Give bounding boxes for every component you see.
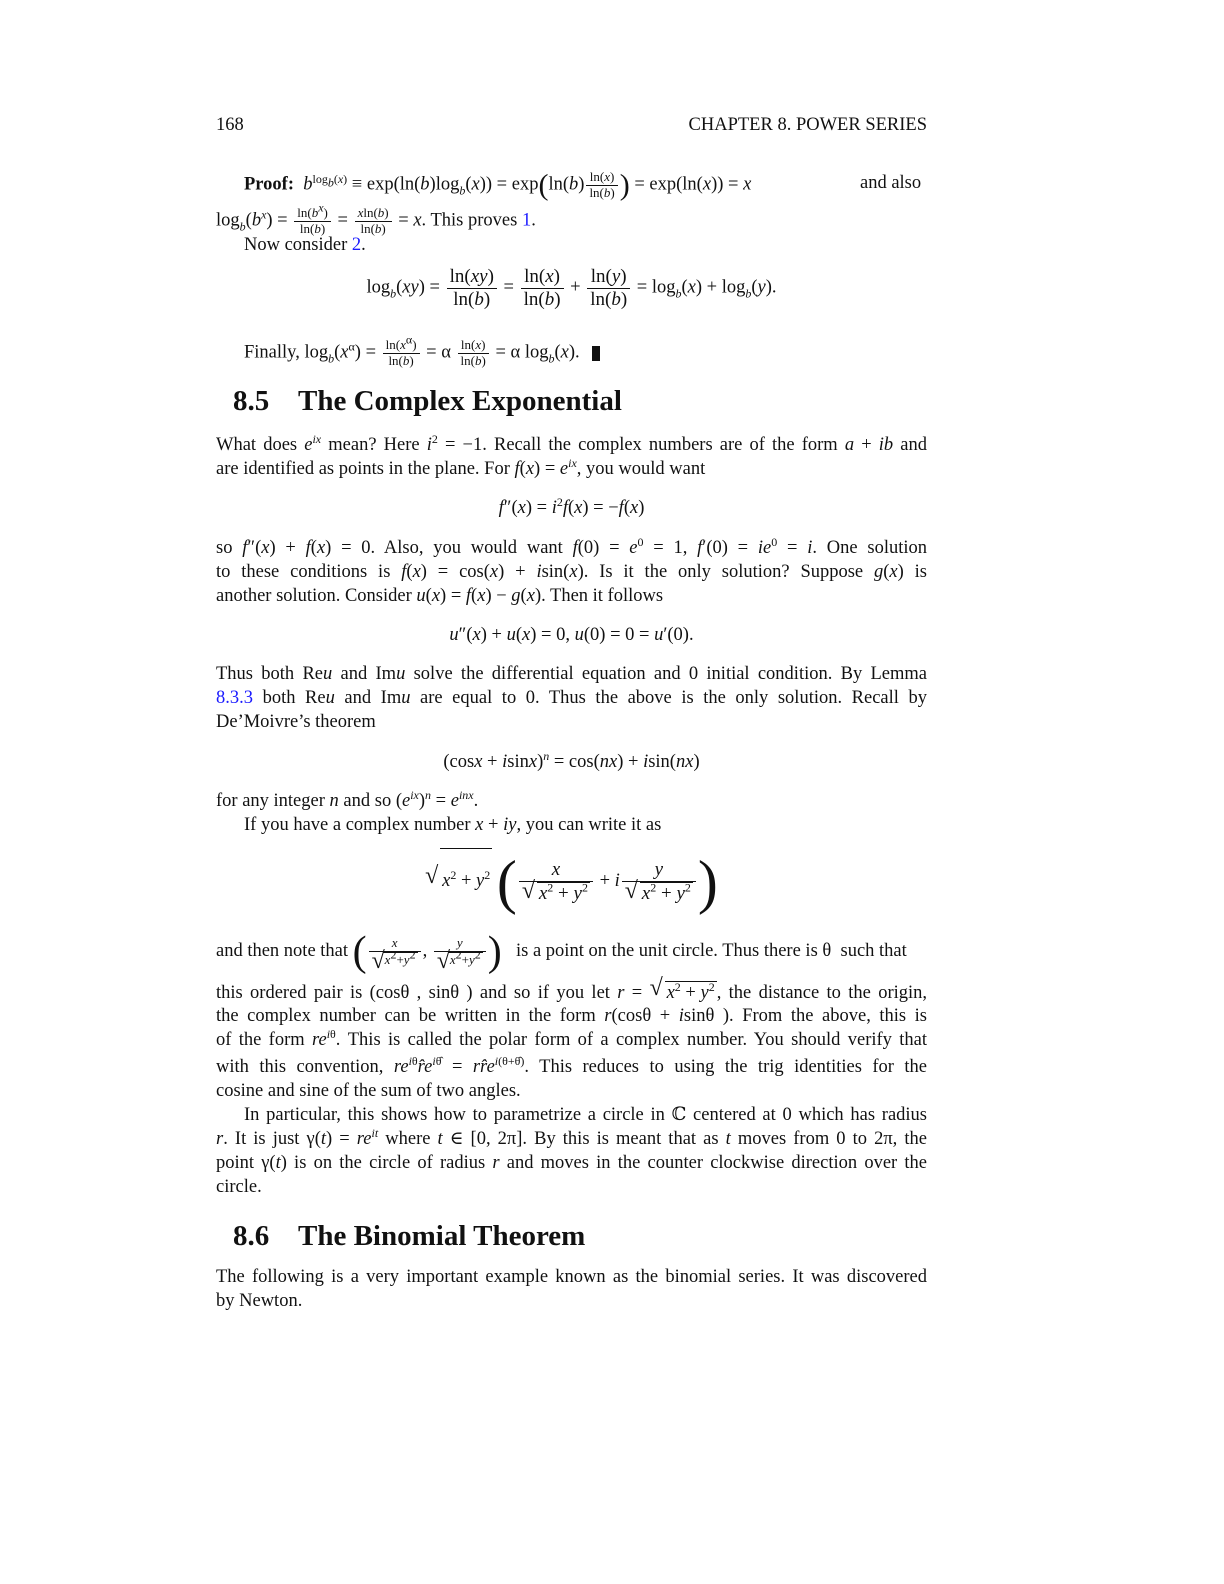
para-1-line-1: What does $e^{ix}$ mean? Here $i^2 = -1$. Recall the complex numbers are of the form a + ib and: [216, 431, 927, 455]
equation-polar-decomposition: √ $x^2 + y^2$ ( x √ $x^2 + y^2$ + i y √ $x^2 + y^2$ ): [216, 848, 927, 913]
para-7-line-2: r. It is just $\gamma(t) = re^{it}$ where t ∈ [0, 2π]. By this is meant that as t moves from 0 to 2π, the: [216, 1125, 927, 1149]
para-6-line-6: cosine and sine of the sum of two angles.: [216, 1081, 521, 1101]
binomial-intro-line-1: The following is a very important example known as the binomial series. It was discovered: [216, 1267, 927, 1287]
para-6-line-2: this ordered pair is (cosθ , sinθ ) and so if you let r = √ $x^2 + y^2$ , the distance to the origin,: [216, 981, 927, 1004]
para-3-line-2: 8.3.3 both Reu and Imu are equal to 0. Thus the above is the only solution. Recall by: [216, 688, 927, 708]
finally-line: Finally, $\log_b(x^\alpha)$ = $\frac{\ln(x^\alpha)}{\ln(b)}$ = α $\frac{\ln(x)}{\ln(b)}$ = α $\log_b(x)$.: [244, 338, 600, 369]
section-heading-8-5: 8.5 The Complex Exponential: [233, 385, 622, 417]
para-7-line-3: point γ(t) is on the circle of radius r and moves in the counter clockwise direction over the: [216, 1153, 927, 1173]
ref-2-link[interactable]: 2: [351, 235, 362, 255]
ref-1-link[interactable]: 1: [521, 210, 532, 231]
page-number: 168: [216, 115, 244, 135]
section-heading-8-6: 8.6 The Binomial Theorem: [233, 1220, 586, 1252]
para-4-line-1: for any integer n and so $(e^{ix})^n = e^{inx}$.: [216, 787, 479, 811]
proof-line-1: Proof: $b^{log_b(x)} \equiv \exp(\ln(b)\log_b(x)) = \exp(\ln(b)$ $\frac{\ln(x)}{\ln(b)}$ ) = exp(ln(x)) = x: [244, 168, 752, 202]
para-6-line-1-left: and then note that ( x √ $x^2+y^2$ , y √ $x^2+y^2$ ): [216, 929, 502, 973]
running-head: CHAPTER 8. POWER SERIES: [688, 115, 927, 135]
para-1-line-2: are identified as points in the plane. For $f(x) = e^{ix}$, you would want: [216, 455, 706, 479]
equation-u: u″(x) + u(x) = 0, u(0) = 0 = u′(0).: [449, 625, 694, 645]
para-2-line-2: to these conditions is f(x) = cos(x) + isin(x). Is it the only solution? Suppose g(x) is: [216, 562, 927, 582]
finally-word: Finally,: [244, 342, 300, 363]
para-6-line-3: the complex number can be written in the form r(cosθ + isinθ ). From the above, this is: [216, 1006, 927, 1026]
binomial-intro-line-2: by Newton.: [216, 1291, 303, 1311]
para-2-line-1: so f″(x) + f(x) = 0. Also, you would want $f(0) = e^0 = 1$, $f'(0) = ie^0 = i$. One solution: [216, 534, 927, 558]
now-consider-line: Now consider 2.: [244, 235, 366, 255]
this-proves: This proves: [430, 210, 518, 231]
equation-demoivre: $(\cos x + isinx)^n = \cos(nx) + isin(nx)$: [443, 748, 700, 772]
para-7-line-1: In particular, this shows how to parametrize a circle in ℂ centered at 0 which has radius: [244, 1105, 927, 1125]
para-6-line-1-right: is a point on the unit circle. Thus there is θ such that: [516, 941, 907, 961]
equation-second-derivative: $f''(x) = i^2f(x) = -f(x)$: [498, 494, 645, 518]
lemma-link[interactable]: 8.3.3: [216, 688, 253, 708]
qed-symbol: [592, 346, 600, 361]
proof-line-2: $\log_b(b^x)$ = $\frac{\ln(b^x)}{\ln(b)}$ = $\frac{xln(b)}{\ln(b)}$ = x. This proves 1.: [216, 200, 536, 236]
para-7-line-4: circle.: [216, 1177, 262, 1197]
proof-label: Proof:: [244, 174, 294, 195]
para-6-line-4: of the form $re^{i\theta}$. This is called the polar form of a complex number. You should verify that: [216, 1026, 927, 1050]
now-consider: Now consider: [244, 235, 348, 255]
para-5-line-1: If you have a complex number x + iy, you can write it as: [244, 815, 662, 835]
para-3-line-3: De’Moivre’s theorem: [216, 712, 376, 732]
para-2-line-3: another solution. Consider u(x) = f(x) − g(x). Then it follows: [216, 586, 664, 606]
and-also: and also: [860, 173, 922, 193]
para-6-line-5: with this convention, $re^{i\theta}r̂e^{i\thetâ}$ = $rr̂e^{i(\theta+\thetâ)}$. This reduces to using the trig identities for the: [216, 1053, 927, 1077]
para-3-line-1: Thus both Reu and Imu solve the differential equation and 0 initial condition. By Lemma: [216, 664, 927, 684]
equation-log-product: $\log_b(xy)$ = $\frac{\ln(xy)}{\ln(b)}$ = $\frac{\ln(x)}{\ln(b)}$ + $\frac{\ln(y)}{\ln(b)}$ = $\log_b(x) + \log_b(y)$.: [366, 266, 777, 310]
